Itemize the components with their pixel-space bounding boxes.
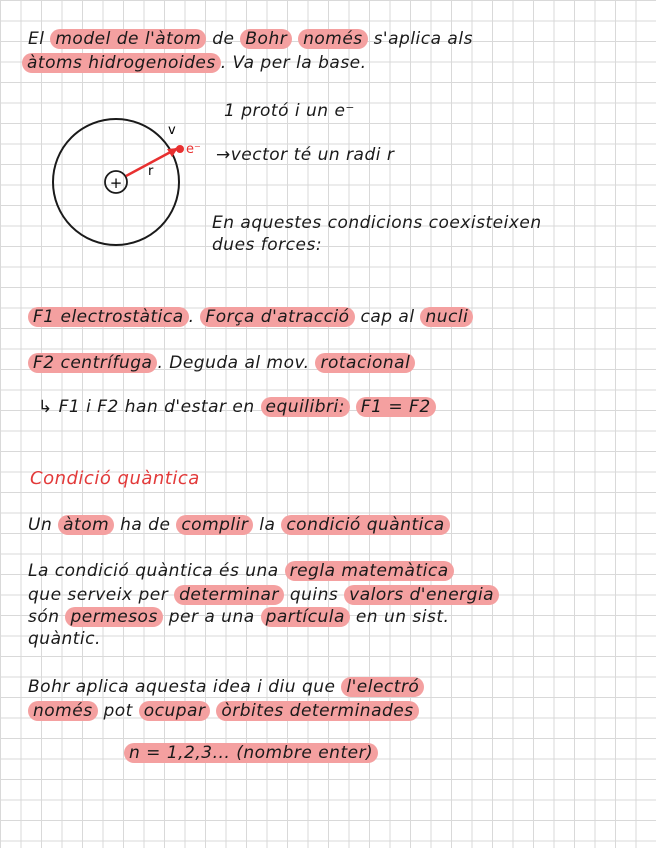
highlighted-text: complir <box>176 515 253 535</box>
quantum-line-1 <box>28 514 450 536</box>
note-text: de <box>206 29 241 49</box>
bohr-atom-diagram <box>40 112 220 252</box>
note-text: cap al <box>354 307 421 327</box>
highlighted-text: partícula <box>261 607 350 627</box>
highlighted-text: l'electró <box>341 677 424 697</box>
highlighted-text: àtoms hidrogenoides <box>22 53 221 73</box>
note-text: la <box>253 515 282 535</box>
highlighted-text: Bohr <box>240 29 292 49</box>
quantum-line-5 <box>28 628 101 650</box>
formula-text: n = 1,2,3... (nombre enter) <box>124 743 378 763</box>
highlighted-text: només <box>28 701 98 721</box>
highlighted-text: òrbites determinades <box>216 701 418 721</box>
note-text: . <box>188 307 201 327</box>
note-text: són <box>28 607 66 627</box>
velocity-label: v <box>168 123 176 138</box>
force-f2 <box>28 352 415 374</box>
diagram-note-3a: En aquestes condicions coexisteixen <box>212 213 542 233</box>
highlighted-text: ocupar <box>139 701 211 721</box>
highlighted-text: nucli <box>420 307 473 327</box>
force-f1 <box>28 306 473 328</box>
intro-line-2 <box>22 52 367 74</box>
note-text: per a una <box>162 607 261 627</box>
force-equilibrium <box>38 396 436 418</box>
diagram-note-3b: dues forces: <box>212 235 323 255</box>
bohr-line-1 <box>28 676 424 698</box>
highlighted-text: model de l'àtom <box>50 29 206 49</box>
nucleus-symbol: + <box>109 174 123 192</box>
bohr-line-2 <box>28 700 419 722</box>
diagram-note-2: →vector té un radi r <box>216 145 395 165</box>
highlighted-text: rotacional <box>315 353 415 373</box>
note-text: Bohr aplica aquesta idea i diu que <box>28 677 342 697</box>
highlighted-text: F1 = F2 <box>356 397 436 417</box>
note-text: ↳ F1 i F2 han d'estar en <box>38 397 261 417</box>
highlighted-text: àtom <box>58 515 114 535</box>
highlighted-text: Força d'atracció <box>200 307 354 327</box>
section-heading-quantum: Condició quàntica <box>30 468 200 489</box>
quantum-line-2 <box>28 560 454 582</box>
highlighted-text: valors d'energia <box>344 585 499 605</box>
highlighted-text: F2 centrífuga <box>28 353 157 373</box>
diagram-note-1: 1 protó i un e⁻ <box>224 101 355 121</box>
quantum-number-formula <box>124 742 378 764</box>
note-text: en un sist. <box>349 607 450 627</box>
electron-label: e⁻ <box>186 142 201 157</box>
note-text: La condició quàntica és una <box>28 561 285 581</box>
radius-label: r <box>148 164 154 179</box>
quantum-line-3 <box>28 584 499 606</box>
note-text: . Va per la base. <box>220 53 367 73</box>
quantum-line-4 <box>28 606 449 628</box>
note-text: ha de <box>114 515 177 535</box>
highlighted-text: permesos <box>65 607 162 627</box>
intro-line-1 <box>28 28 473 50</box>
note-text: quàntic. <box>28 629 101 649</box>
highlighted-text: regla matemàtica <box>285 561 454 581</box>
highlighted-text: determinar <box>174 585 284 605</box>
note-text: quins <box>283 585 345 605</box>
note-text: El <box>28 29 51 49</box>
note-text: que serveix per <box>28 585 175 605</box>
note-text: Un <box>28 515 59 535</box>
note-text: s'aplica als <box>367 29 473 49</box>
note-text: . Deguda al mov. <box>157 353 316 373</box>
highlighted-text: equilibri: <box>261 397 350 417</box>
highlighted-text: condició quàntica <box>281 515 449 535</box>
highlighted-text: F1 electrostàtica <box>28 307 189 327</box>
electron <box>176 145 184 153</box>
note-text: pot <box>97 701 139 721</box>
note-text <box>350 397 356 417</box>
highlighted-text: només <box>298 29 368 49</box>
